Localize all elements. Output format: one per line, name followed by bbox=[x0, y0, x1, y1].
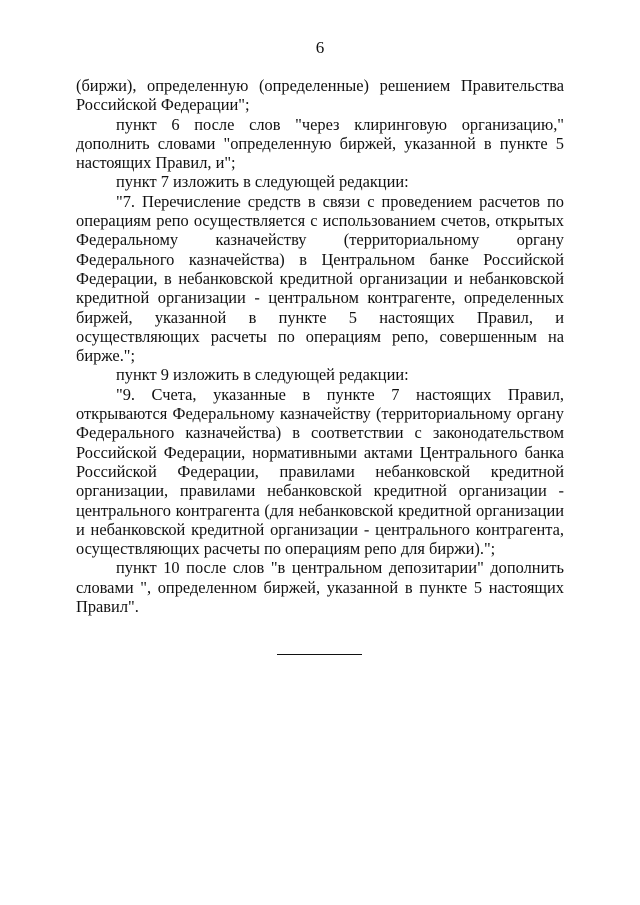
document-body bbox=[76, 76, 564, 616]
paragraph-item-6-amendment: пункт 6 после слов "через клиринговую организацию," дополнить словами "определенную биржей, указанной в пункте 5 настоящих Правил, и"; bbox=[76, 114, 564, 173]
paragraph-item-7-text: "7. Перечисление средств в связи с проведением расчетов по операциям репо осуществляется с использованием счетов, открытых Федеральному казначейству (территориальному органу Федерального казначейства) в Центральном банке Российской Федерации, в небанковской кредитной организации и небанковской кредитной организации - центральном контрагенте, определенных биржей, указанной в пункте 5 настоящих Правил, и осуществляющих расчеты по операциям репо, совершенным на бирже."; bbox=[76, 191, 564, 366]
end-separator-line bbox=[277, 654, 362, 655]
page-number: 6 bbox=[315, 38, 325, 57]
paragraph-item-7-intro: пункт 7 изложить в следующей редакции: bbox=[116, 172, 409, 192]
paragraph-item-10-amendment: пункт 10 после слов "в центральном депозитарии" дополнить словами ", определенном биржей, указанной в пункте 5 настоящих Правил". bbox=[76, 558, 564, 617]
paragraph-item-9-intro: пункт 9 изложить в следующей редакции: bbox=[116, 365, 409, 385]
paragraph-continuation: (биржи), определенную (определенные) решением Правительства Российской Федерации"; bbox=[76, 76, 564, 115]
paragraph-item-9-text: "9. Счета, указанные в пункте 7 настоящих Правил, открываются Федеральному казначейству (территориальному органу Федерального казначейства) в соответствии с законодательством Российской Федерации, нормативными актами Центрального банка Российской Федерации, правилами небанковской кредитной организации, правилами небанковской кредитной организации - центрального контрагента (для небанковской кредитной организации и небанковской кредитной организации - центрального контрагента, осуществляющих расчеты по операциям репо для биржи)."; bbox=[76, 384, 564, 559]
